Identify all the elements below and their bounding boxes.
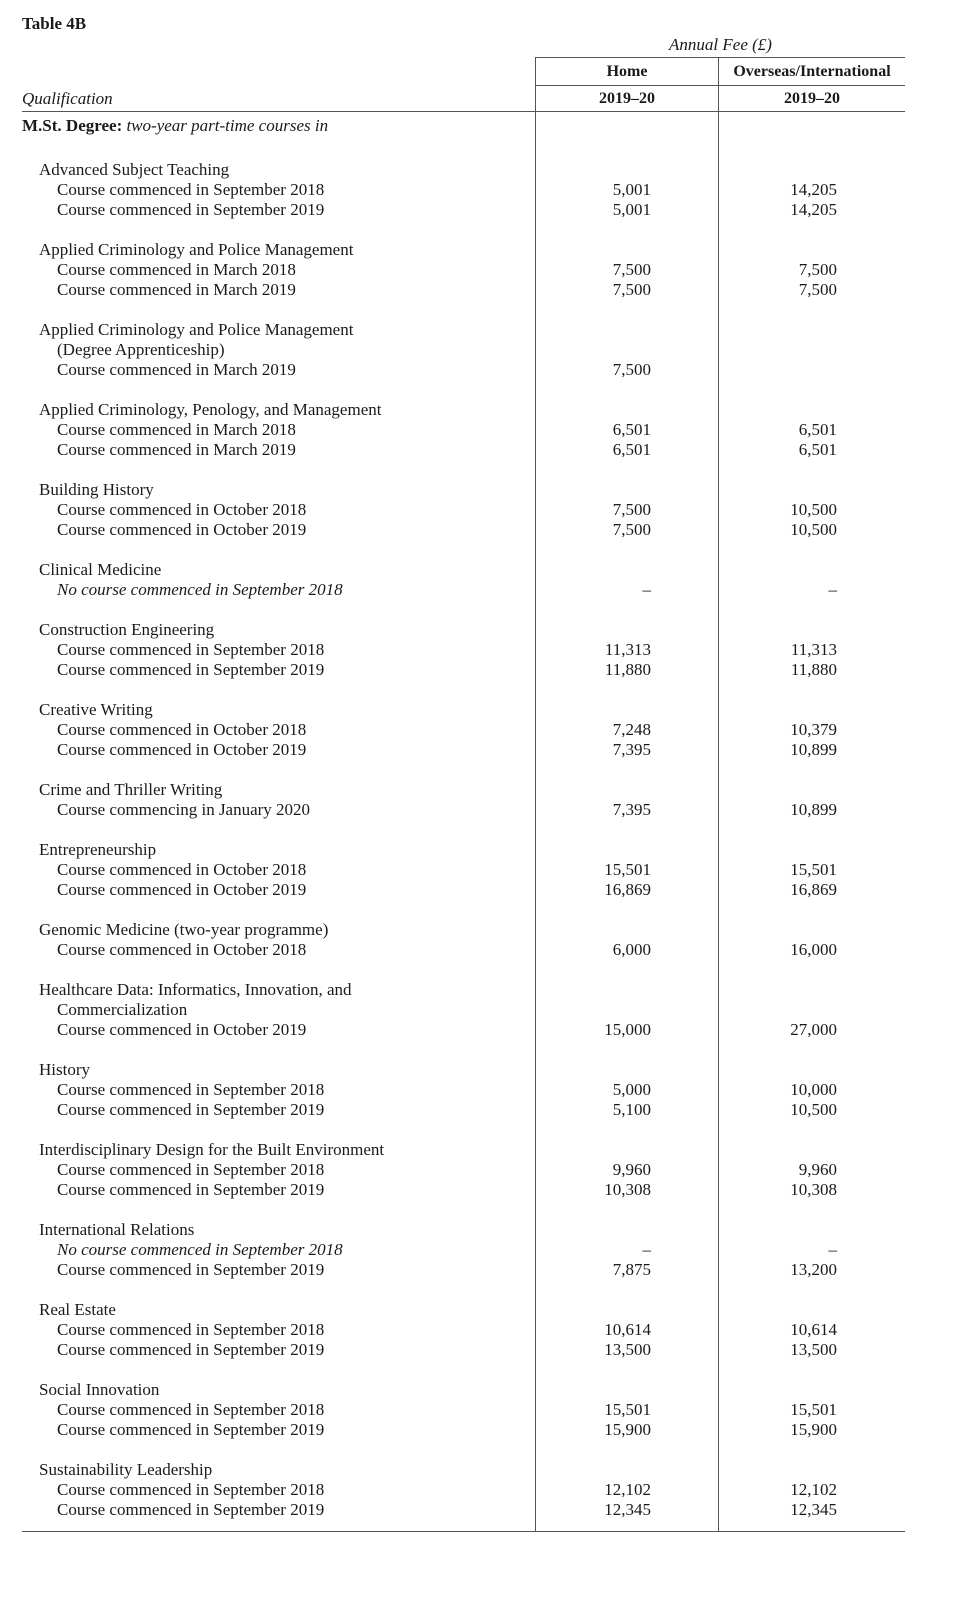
home-fee-value: 5,001 xyxy=(612,180,651,199)
overseas-fee-value: 10,500 xyxy=(790,1100,837,1119)
home-fee-value: 7,500 xyxy=(612,280,651,299)
course-title: Construction Engineering xyxy=(39,620,215,639)
course-block xyxy=(0,320,964,380)
home-fee-value: 7,500 xyxy=(612,520,651,539)
home-fee-value: 13,500 xyxy=(604,1340,651,1359)
course-title-row xyxy=(0,1060,964,1080)
course-title-row xyxy=(0,1140,964,1160)
course-detail-label: Course commenced in September 2019 xyxy=(57,1500,325,1519)
course-detail-row xyxy=(0,1160,964,1180)
course-title: Genomic Medicine (two-year programme) xyxy=(39,920,329,939)
course-title-row xyxy=(0,320,964,340)
course-block xyxy=(0,780,964,820)
home-fee-value: 12,102 xyxy=(604,1480,651,1499)
course-detail-label: Course commenced in October 2019 xyxy=(57,1020,307,1039)
course-block xyxy=(0,1380,964,1440)
overseas-fee-value: – xyxy=(828,580,837,599)
course-title: Applied Criminology and Police Management xyxy=(39,320,354,339)
course-block xyxy=(0,240,964,300)
course-detail-label: Course commenced in October 2018 xyxy=(57,500,307,519)
overseas-fee-value: 10,500 xyxy=(790,500,837,519)
overseas-year-label: 2019–20 xyxy=(784,90,840,107)
overseas-fee-value: 16,000 xyxy=(790,940,837,959)
course-detail-label: Course commenced in March 2018 xyxy=(57,260,296,279)
course-detail-row xyxy=(0,1400,964,1420)
course-detail-row xyxy=(0,1480,964,1500)
home-fee-value: 6,501 xyxy=(612,420,651,439)
home-fee-value: 12,345 xyxy=(604,1500,651,1519)
course-detail-label: Course commenced in September 2018 xyxy=(57,1160,325,1179)
overseas-fee-value: 10,379 xyxy=(790,720,837,739)
section-heading-degree: M.St. Degree: xyxy=(22,116,123,135)
home-fee-value: 10,308 xyxy=(604,1180,651,1199)
course-detail-row xyxy=(0,1240,964,1260)
overseas-fee-value: 6,501 xyxy=(798,420,837,439)
table-label: Table 4B xyxy=(22,14,87,33)
course-detail-row xyxy=(0,1260,964,1280)
course-block xyxy=(0,1140,964,1200)
course-detail-label: Course commenced in September 2019 xyxy=(57,1340,325,1359)
home-fee-value: 7,875 xyxy=(612,1260,651,1279)
course-block xyxy=(0,560,964,600)
overseas-fee-value: 10,899 xyxy=(790,740,837,759)
course-detail-label: Course commenced in September 2019 xyxy=(57,1100,325,1119)
course-detail-label: Course commenced in September 2018 xyxy=(57,640,325,659)
course-detail-row xyxy=(0,280,964,300)
home-year-label: 2019–20 xyxy=(599,90,655,107)
course-block xyxy=(0,1300,964,1360)
overseas-fee-value: 11,313 xyxy=(790,640,837,659)
course-title-row xyxy=(0,1460,964,1480)
course-detail-label: Course commenced in September 2019 xyxy=(57,1180,325,1199)
course-title: Social Innovation xyxy=(39,1380,160,1399)
course-title-row xyxy=(0,780,964,800)
course-block xyxy=(0,980,964,1040)
home-fee-value: – xyxy=(642,580,651,599)
course-detail-label: Course commenced in October 2019 xyxy=(57,740,307,759)
course-detail-label: Course commenced in October 2019 xyxy=(57,880,307,899)
header-mid-rule xyxy=(536,85,905,86)
course-block xyxy=(0,1460,964,1520)
course-block xyxy=(0,840,964,900)
overseas-fee-value: 15,900 xyxy=(790,1420,837,1439)
overseas-fee-value: 15,501 xyxy=(790,1400,837,1419)
course-block xyxy=(0,160,964,220)
course-detail-row xyxy=(0,660,964,680)
home-fee-value: 9,960 xyxy=(612,1160,651,1179)
overseas-fee-value: 11,880 xyxy=(790,660,837,679)
course-detail-row xyxy=(0,180,964,200)
home-fee-value: 16,869 xyxy=(604,880,651,899)
home-fee-value: 15,501 xyxy=(604,1400,651,1419)
course-title-row xyxy=(0,920,964,940)
home-fee-value: 6,000 xyxy=(612,940,651,959)
course-title-row xyxy=(0,1300,964,1320)
course-list xyxy=(0,160,964,1540)
course-title-row xyxy=(0,1220,964,1240)
course-detail-label: Course commenced in September 2019 xyxy=(57,1420,325,1439)
course-title: Building History xyxy=(39,480,154,499)
course-detail-label: No course commenced in September 2018 xyxy=(57,580,343,599)
course-detail-label: Course commenced in October 2019 xyxy=(57,520,307,539)
home-fee-value: 7,395 xyxy=(612,800,651,819)
course-detail-row xyxy=(0,1100,964,1120)
course-detail-label: Course commencing in January 2020 xyxy=(57,800,311,819)
course-detail-row xyxy=(0,860,964,880)
course-detail-label: Course commenced in March 2019 xyxy=(57,280,296,299)
course-detail-row xyxy=(0,1180,964,1200)
course-title: International Relations xyxy=(39,1220,195,1239)
course-block xyxy=(0,1060,964,1120)
course-detail-row xyxy=(0,580,964,600)
course-detail-label: Course commenced in September 2018 xyxy=(57,1400,325,1419)
course-block xyxy=(0,480,964,540)
course-detail-row xyxy=(0,260,964,280)
overseas-column-title: Overseas/International xyxy=(733,63,891,80)
qualification-heading: Qualification xyxy=(22,89,113,108)
course-title-row xyxy=(0,240,964,260)
course-title: Interdisciplinary Design for the Built Environment xyxy=(39,1140,385,1159)
course-title-row xyxy=(0,980,964,1000)
course-title-row xyxy=(0,560,964,580)
course-detail-label: Course commenced in March 2019 xyxy=(57,440,296,459)
course-title: Applied Criminology and Police Management xyxy=(39,240,354,259)
home-fee-value: 15,000 xyxy=(604,1020,651,1039)
overseas-fee-value: 16,869 xyxy=(790,880,837,899)
course-title-row xyxy=(0,620,964,640)
course-title: Real Estate xyxy=(39,1300,116,1319)
annual-fee-heading: Annual Fee (£) xyxy=(669,35,772,54)
course-title: Entrepreneurship xyxy=(39,840,157,859)
course-block xyxy=(0,400,964,460)
overseas-fee-value: 13,200 xyxy=(790,1260,837,1279)
home-fee-value: 5,001 xyxy=(612,200,651,219)
course-detail-row xyxy=(0,720,964,740)
home-fee-value: 5,000 xyxy=(612,1080,651,1099)
course-title-row xyxy=(0,480,964,500)
course-detail-label: Course commenced in September 2019 xyxy=(57,660,325,679)
section-heading xyxy=(22,116,328,136)
overseas-fee-value: 10,500 xyxy=(790,520,837,539)
course-title: Sustainability Leadership xyxy=(39,1460,213,1479)
home-fee-value: 7,248 xyxy=(612,720,651,739)
course-detail-label: (Degree Apprenticeship) xyxy=(57,340,225,359)
overseas-fee-value: 13,500 xyxy=(790,1340,837,1359)
home-fee-value: 6,501 xyxy=(612,440,651,459)
overseas-fee-value: 7,500 xyxy=(798,280,837,299)
home-fee-value: 15,900 xyxy=(604,1420,651,1439)
course-detail-label: Course commenced in September 2018 xyxy=(57,180,325,199)
course-detail-row xyxy=(0,1340,964,1360)
course-detail-row xyxy=(0,1080,964,1100)
home-fee-value: 15,501 xyxy=(604,860,651,879)
course-title: Crime and Thriller Writing xyxy=(39,780,223,799)
course-detail-row xyxy=(0,200,964,220)
course-detail-row xyxy=(0,1320,964,1340)
overseas-fee-value: 12,102 xyxy=(790,1480,837,1499)
course-title: History xyxy=(39,1060,90,1079)
course-detail-label: Course commenced in October 2018 xyxy=(57,720,307,739)
course-title-row xyxy=(0,1380,964,1400)
course-title-row xyxy=(0,840,964,860)
overseas-fee-value: 6,501 xyxy=(798,440,837,459)
home-fee-value: – xyxy=(642,1240,651,1259)
course-detail-row xyxy=(0,740,964,760)
course-detail-label: Course commenced in September 2019 xyxy=(57,1260,325,1279)
course-detail-label: Course commenced in March 2019 xyxy=(57,360,296,379)
course-detail-row xyxy=(0,940,964,960)
header-bottom-rule xyxy=(22,111,905,112)
overseas-fee-value: 12,345 xyxy=(790,1500,837,1519)
course-title: Healthcare Data: Informatics, Innovation, and xyxy=(39,980,352,999)
course-detail-label: Course commenced in September 2018 xyxy=(57,1320,325,1339)
course-detail-row xyxy=(0,420,964,440)
overseas-fee-value: 10,000 xyxy=(790,1080,837,1099)
home-fee-value: 7,500 xyxy=(612,260,651,279)
course-detail-row xyxy=(0,640,964,660)
course-detail-row xyxy=(0,440,964,460)
course-detail-row xyxy=(0,800,964,820)
overseas-fee-value: 9,960 xyxy=(798,1160,837,1179)
home-column-title: Home xyxy=(606,63,648,80)
course-detail-label: Course commenced in September 2018 xyxy=(57,1080,325,1099)
course-title-row xyxy=(0,160,964,180)
course-title-row xyxy=(0,400,964,420)
course-detail-label: Course commenced in October 2018 xyxy=(57,860,307,879)
home-fee-value: 5,100 xyxy=(612,1100,651,1119)
header-top-rule xyxy=(536,57,905,58)
course-title: Applied Criminology, Penology, and Management xyxy=(39,400,382,419)
home-fee-value: 11,880 xyxy=(604,660,651,679)
course-detail-label: Course commenced in October 2018 xyxy=(57,940,307,959)
home-fee-value: 7,500 xyxy=(612,500,651,519)
course-block xyxy=(0,620,964,680)
course-detail-row xyxy=(0,1500,964,1520)
overseas-fee-value: 14,205 xyxy=(790,180,837,199)
course-detail-label: Course commenced in September 2019 xyxy=(57,200,325,219)
overseas-fee-value: 27,000 xyxy=(790,1020,837,1039)
course-detail-row xyxy=(0,1020,964,1040)
course-block xyxy=(0,700,964,760)
course-block xyxy=(0,1220,964,1280)
home-fee-value: 7,500 xyxy=(612,360,651,379)
overseas-fee-value: 10,308 xyxy=(790,1180,837,1199)
course-detail-row xyxy=(0,1420,964,1440)
course-detail-row xyxy=(0,1000,964,1020)
course-detail-row xyxy=(0,340,964,360)
course-title: Advanced Subject Teaching xyxy=(39,160,230,179)
course-title: Creative Writing xyxy=(39,700,153,719)
course-title: Clinical Medicine xyxy=(39,560,162,579)
overseas-fee-value: 10,614 xyxy=(790,1320,837,1339)
course-detail-row xyxy=(0,500,964,520)
course-detail-row xyxy=(0,360,964,380)
course-block xyxy=(0,920,964,960)
home-fee-value: 11,313 xyxy=(604,640,651,659)
section-heading-desc: two-year part-time courses in xyxy=(126,116,329,135)
course-detail-label: Commercialization xyxy=(57,1000,188,1019)
overseas-fee-value: 10,899 xyxy=(790,800,837,819)
overseas-fee-value: – xyxy=(828,1240,837,1259)
course-detail-row xyxy=(0,520,964,540)
course-title-row xyxy=(0,700,964,720)
home-fee-value: 10,614 xyxy=(604,1320,651,1339)
course-detail-row xyxy=(0,880,964,900)
course-detail-label: Course commenced in March 2018 xyxy=(57,420,296,439)
home-fee-value: 7,395 xyxy=(612,740,651,759)
overseas-fee-value: 15,501 xyxy=(790,860,837,879)
overseas-fee-value: 14,205 xyxy=(790,200,837,219)
overseas-fee-value: 7,500 xyxy=(798,260,837,279)
course-detail-label: No course commenced in September 2018 xyxy=(57,1240,343,1259)
course-detail-label: Course commenced in September 2018 xyxy=(57,1480,325,1499)
